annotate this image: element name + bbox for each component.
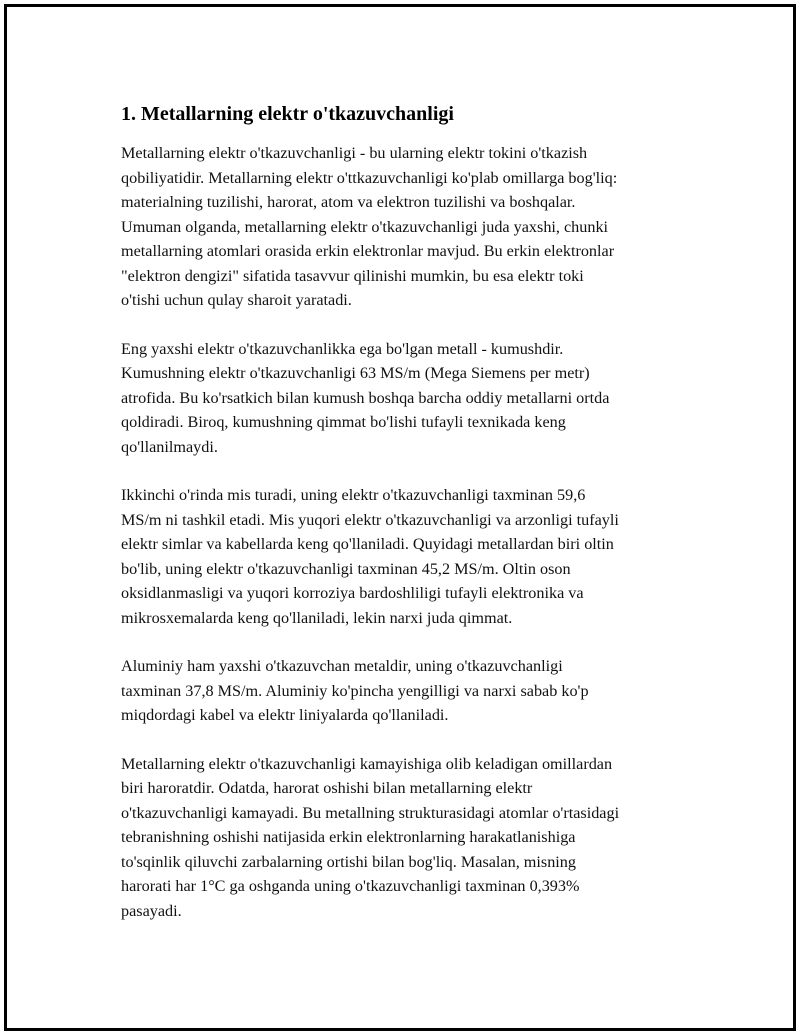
paragraph-3: Ikkinchi o'rinda mis turadi, uning elektr o'tkazuvchanligi taxminan 59,6 MS/m ni tashkil etadi. Mis yuqori elektr o'tkazuvchanligi va arzonligi tufayli elektr simlar va kabellarda keng qo'llaniladi. Quyidagi metallardan biri oltin bo'lib, uning elektr o'tkazuvchanligi taxminan 45,2 MS/m. Oltin oson oksidlanmasligi va yuqori korroziya bardoshliligi tufayli elektronika va mikrosxemalarda keng qo'llaniladi, lekin narxi juda qimmat. [121, 486, 619, 627]
paragraph-5: Metallarning elektr o'tkazuvchanligi kamayishiga olib keladigan omillardan biri haroratdir. Odatda, harorat oshishi bilan metallarning elektr o'tkazuvchanligi kamayadi. Bu metallning strukturasidagi atomlar o'rtasidagi tebranishning oshishi natijasida erkin elektronlarning harakatlanishiga to'sqinlik qiluvchi zarbalarning ortishi bilan bog'liq. Masalan, misning harorati har 1°C ga oshganda uning o'tkazuvchanligi taxminan 0,393% pasayadi. [121, 754, 620, 920]
paragraph-4: Aluminiy ham yaxshi o'tkazuvchan metaldir, uning o'tkazuvchanligi taxminan 37,8 MS/m. Aluminiy ko'pincha yengilligi va narxi sabab ko'p miqdordagi kabel va elektr liniyalarda qo'llaniladi. [121, 657, 589, 724]
paragraph-1: Metallarning elektr o'tkazuvchanligi - bu ularning elektr tokini o'tkazish qobiliyatidir. Metallarning elektr o'ttkazuvchanligi ko'plab omillarga bog'liq: materialning tuzilishi, harorat, atom va elektron tuzilishi va boshqalar. Umuman olganda, metallarning elektr o'tkazuvchanligi juda yaxshi, chunki metallarning atomlari orasida erkin elektronlar mavjud. Bu erkin elektronlar "elektron dengizi" sifatida tasavvur qilinishi mumkin, bu esa elektr toki o'tishi uchun qulay sharoit yaratadi. [121, 144, 618, 309]
page-frame [4, 4, 796, 1031]
section-heading: 1. Metallarning elektr o'tkazuvchanligi [121, 103, 454, 125]
paragraph-2: Eng yaxshi elektr o'tkazuvchanlikka ega bo'lgan metall - kumushdir. Kumushning elektr o'tkazuvchanligi 63 MS/m (Mega Siemens per metr) atrofida. Bu ko'rsatkich bilan kumush boshqa barcha oddiy metallarni ortda qoldiradi. Biroq, kumushning qimmat bo'lishi tufayli texnikada keng qo'llanilmaydi. [121, 339, 610, 456]
document-body [121, 101, 696, 947]
